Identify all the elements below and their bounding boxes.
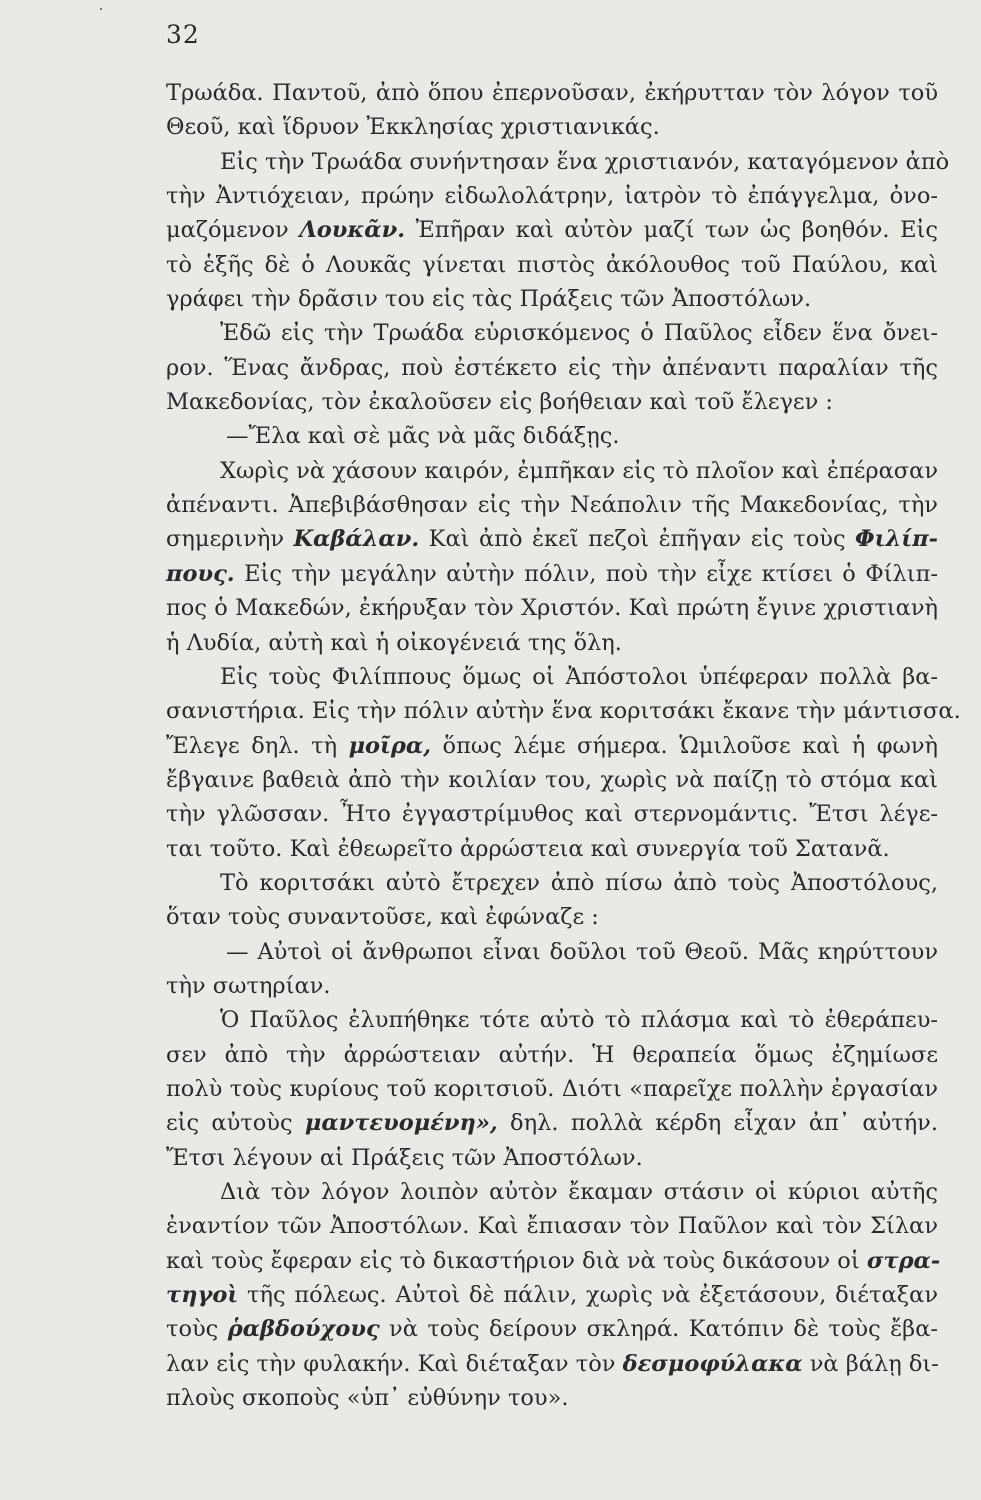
text-run: Εἰς τὴν μεγάλην αὐτὴν πόλιν, ποὺ τὴν εἶχε κτίσει ὁ Φίλιπ- [234, 560, 938, 587]
text-run: εἰς αὐτοὺς [166, 1110, 305, 1137]
text-line [166, 1209, 938, 1243]
text-line [166, 1381, 938, 1415]
text-line [166, 969, 938, 1003]
text-run: Ἔλεγε δηλ. τὴ [166, 732, 349, 759]
text-run: Ἔτσι λέγουν αἱ Πράξεις τῶν Ἀποστόλων. [166, 1144, 643, 1171]
text-run: Εἰς τὴν Τρωάδα συνήντησαν ἕνα χριστιανόν, καταγόμενον ἀπὸ [220, 148, 950, 175]
text-line [166, 179, 938, 213]
text-line [166, 1175, 938, 1209]
text-run: Διὰ τὸν λόγον λοιπὸν αὐτὸν ἔκαμαν στάσιν οἱ κύριοι αὐτῆς [220, 1179, 938, 1205]
emphasized-term: μαντευομένη», [304, 1110, 498, 1137]
text-line [166, 1072, 938, 1106]
text-line [166, 488, 938, 522]
text-run: Χωρὶς νὰ χάσουν καιρόν, ἐμπῆκαν εἰς τὸ πλοῖον καὶ ἐπέρασαν [220, 457, 938, 484]
text-run: Ἐπῆραν καὶ αὐτὸν μαζί των ὡς βοηθόν. Εἰς [405, 217, 938, 244]
text-line [166, 1244, 941, 1278]
text-line [166, 557, 938, 591]
emphasized-term: Καβάλαν. [293, 526, 420, 553]
text-line [166, 110, 938, 144]
text-run: πλοὺς σκοποὺς «ὑπ᾿ εὐθύνην του». [166, 1385, 569, 1412]
text-line [166, 351, 938, 385]
text-line [166, 591, 938, 625]
text-line [166, 626, 938, 660]
text-run: ἐναντίον τῶν Ἀποστόλων. Καὶ ἔπιασαν τὸν Παῦλον καὶ τὸν Σίλαν [166, 1213, 938, 1240]
text-line [166, 694, 961, 728]
text-run: τοὺς [166, 1316, 228, 1343]
text-run: ὅταν τοὺς συναντοῦσε, καὶ ἐφώναζε : [166, 904, 599, 931]
text-run: Καὶ ἀπὸ ἐκεῖ πεζοὶ ἐπῆγαν εἰς τοὺς [419, 526, 856, 553]
text-line [166, 866, 938, 900]
text-run: μαζόμενον [166, 217, 300, 244]
text-run: τῆς πόλεως. Αὐτοὶ δὲ πάλιν, χωρὶς νὰ ἐξετάσουν, διέταξαν [238, 1282, 938, 1309]
emphasized-term: δεσμοφύλακα [622, 1350, 803, 1377]
text-run: τὴν Ἀντιόχειαν, πρώην εἰδωλολάτρην, ἰατρὸν τὸ ἐπάγγελμα, ὀνο- [166, 183, 938, 210]
text-run: πολὺ τοὺς κυρίους τοῦ κοριτσιοῦ. Διότι «παρεῖχε πολλὴν ἐργασίαν [166, 1075, 938, 1102]
text-run: ἀπέναντι. Ἀπεβιβάσθησαν εἰς τὴν Νεάπολιν τῆς Μακεδονίας, τὴν [166, 492, 938, 519]
text-run: ρον. Ἕνας ἄνδρας, ποὺ ἐστέκετο εἰς τὴν ἀπέναντι παραλίαν τῆς [166, 354, 938, 381]
text-line [166, 832, 938, 866]
emphasized-term: πους. [166, 560, 235, 587]
text-line [166, 385, 938, 419]
text-line [166, 1347, 938, 1381]
text-line [166, 1038, 938, 1072]
text-line [166, 729, 938, 763]
text-run: λαν εἰς τὴν φυλακήν. Καὶ διέταξαν τὸν [166, 1350, 623, 1377]
text-run: ἡ Λυδία, αὐτὴ καὶ ἡ οἰκογένειά της ὅλη. [166, 629, 622, 656]
text-run: πος ὁ Μακεδών, ἐκήρυξαν τὸν Χριστόν. Καὶ πρώτη ἔγινε χριστιανὴ [166, 595, 938, 622]
text-run: σεν ἀπὸ τὴν ἀρρώστειαν αὐτήν. Ἡ θεραπεία ὅμως ἐζημίωσε [166, 1041, 938, 1068]
text-run: Τὸ κοριτσάκι αὐτὸ ἔτρεχεν ἀπὸ πίσω ἀπὸ τοὺς Ἀποστόλους, [220, 869, 938, 896]
text-line [166, 935, 938, 969]
text-line [166, 1106, 938, 1140]
text-run: γράφει τὴν δρᾶσιν του εἰς τὰς Πράξεις τῶν Ἀποστόλων. [166, 286, 812, 313]
text-run: —Ἔλα καὶ σὲ μᾶς νὰ μᾶς διδάξῃς. [226, 423, 620, 450]
text-run: νὰ τοὺς δείρουν σκληρά. Κατόπιν δὲ τοὺς ἔβα- [379, 1316, 938, 1343]
text-line [166, 900, 938, 934]
text-line [166, 797, 938, 831]
page-number: 32 [166, 20, 200, 49]
body-text [166, 76, 961, 1415]
text-run: Τρωάδα. Παντοῦ, ἀπὸ ὅπου ἐπερνοῦσαν, ἐκήρυτταν τὸν λόγον τοῦ [166, 80, 938, 106]
text-line [166, 763, 938, 797]
print-speck [100, 8, 102, 10]
text-line [166, 145, 950, 179]
emphasized-term: ῥαβδούχους [227, 1316, 380, 1343]
text-line [166, 316, 938, 350]
text-run: Εἰς τοὺς Φιλίππους ὅμως οἱ Ἀπόστολοι ὑπέφεραν πολλὰ βα- [220, 663, 938, 690]
emphasized-term: Λουκᾶν. [299, 217, 406, 244]
text-run: τὸ ἑξῆς δὲ ὁ Λουκᾶς γίνεται πιστὸς ἀκόλουθος τοῦ Παύλου, καὶ [166, 251, 938, 278]
text-line [166, 213, 938, 247]
text-run: νὰ βάλῃ δι- [802, 1350, 939, 1377]
text-run: σανιστήρια. Εἰς τὴν πόλιν αὐτὴν ἕνα κοριτσάκι ἔκανε τὴν μάντισσα. [166, 698, 961, 725]
text-line [166, 1003, 938, 1037]
text-run: σημερινὴν [166, 526, 294, 553]
text-line [166, 1312, 938, 1346]
text-run: Μακεδονίας, τὸν ἐκαλοῦσεν εἰς βοήθειαν καὶ τοῦ ἔλεγεν : [166, 389, 834, 416]
text-run: Θεοῦ, καὶ ἵδρυον Ἐκκλησίας χριστιανικάς. [166, 114, 660, 141]
text-line [166, 660, 938, 694]
text-line [166, 1141, 938, 1175]
emphasized-term: στρα- [866, 1247, 941, 1274]
text-line [166, 1278, 938, 1312]
text-run: τὴν σωτηρίαν. [166, 972, 331, 999]
text-run: δηλ. πολλὰ κέρδη εἶχαν ἀπ᾿ αὐτήν. [497, 1110, 939, 1137]
text-run: — Αὐτοὶ οἱ ἄνθρωποι εἶναι δοῦλοι τοῦ Θεοῦ. Μᾶς κηρύττουν [226, 938, 938, 965]
emphasized-term: Φιλίπ- [855, 526, 938, 553]
text-line [166, 419, 938, 453]
text-run: ται τοῦτο. Καὶ ἐθεωρεῖτο ἀρρώστεια καὶ συνεργία τοῦ Σατανᾶ. [166, 835, 890, 862]
text-line [166, 76, 938, 110]
emphasized-term: μοῖρα, [348, 732, 432, 759]
text-run: ὅπως λέμε σήμερα. Ὡμιλοῦσε καὶ ἡ φωνὴ [431, 732, 939, 759]
text-run: ἔβγαινε βαθειὰ ἀπὸ τὴν κοιλίαν του, χωρὶς νὰ παίζῃ τὸ στόμα καὶ [166, 766, 938, 793]
text-line [166, 454, 938, 488]
emphasized-term: τηγοὶ [166, 1282, 239, 1309]
text-run: Ἐδῶ εἰς τὴν Τρωάδα εὑρισκόμενος ὁ Παῦλος εἶδεν ἕνα ὄνει- [220, 320, 938, 347]
text-line [166, 282, 938, 316]
text-line [166, 248, 938, 282]
text-line [166, 522, 938, 556]
text-run: τὴν γλῶσσαν. Ἦτο ἐγγαστρίμυθος καὶ στερνομάντις. Ἔτσι λέγε- [166, 801, 938, 828]
text-run: Ὁ Παῦλος ἐλυπήθηκε τότε αὐτὸ τὸ πλάσμα καὶ τὸ ἐθεράπευ- [220, 1007, 938, 1034]
text-run: καὶ τοὺς ἔφεραν εἰς τὸ δικαστήριον διὰ νὰ τοὺς δικάσουν οἱ [166, 1247, 867, 1274]
